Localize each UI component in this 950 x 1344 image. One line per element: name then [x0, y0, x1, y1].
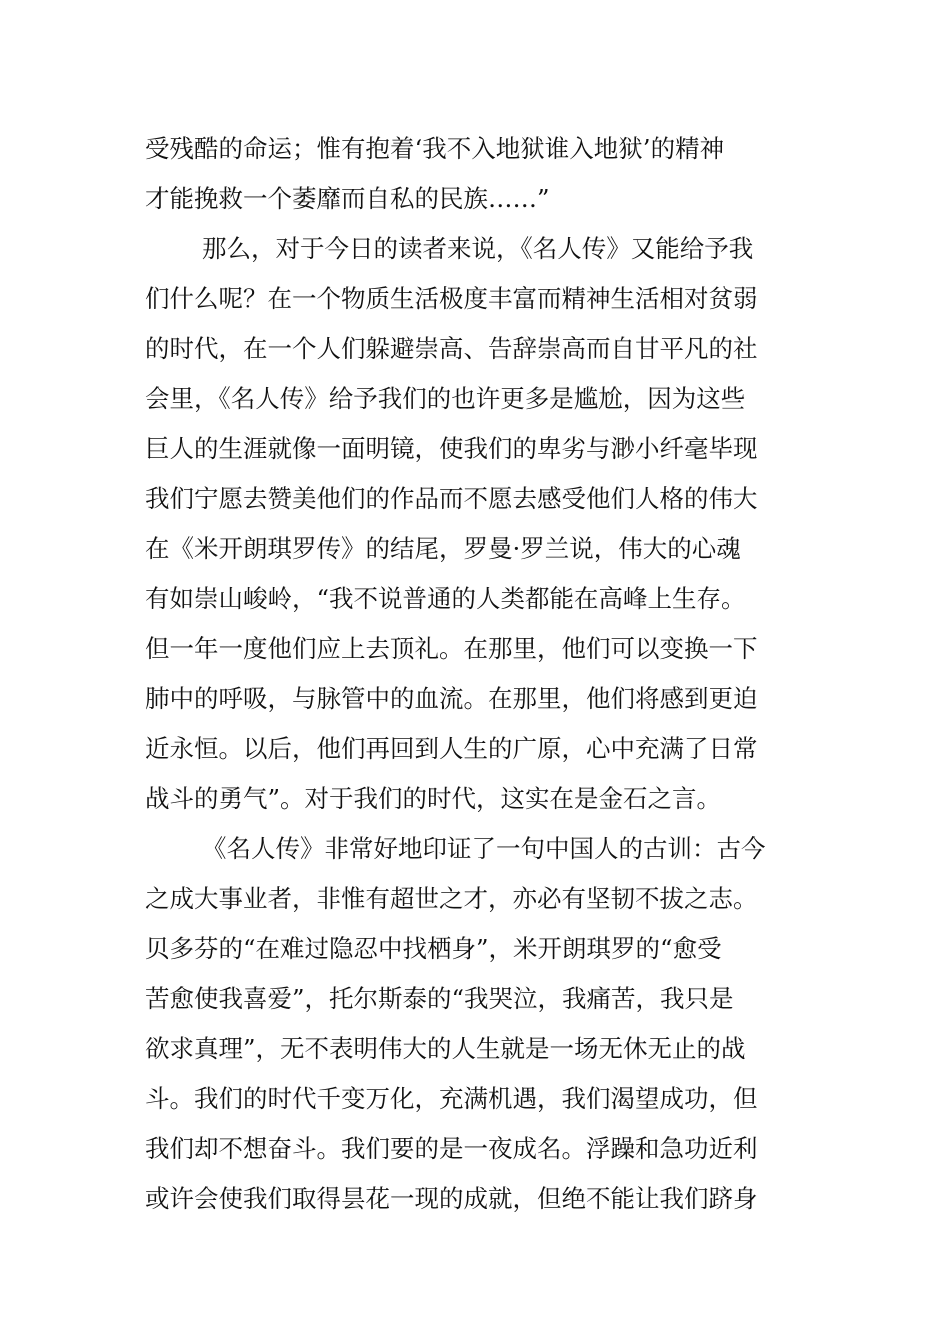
- text-line: 的时代，在一个人们躲避崇高、告辞崇高而自甘平凡的社: [145, 334, 758, 363]
- text-line: 才能挽救一个萎靡而自私的民族……”: [145, 184, 550, 213]
- text-line: 有如崇山峻岭，“我不说普通的人类都能在高峰上生存。: [145, 584, 746, 613]
- text-line: 之成大事业者，非惟有超世之才，亦必有坚韧不拔之志。: [145, 884, 758, 913]
- text-line: 斗。我们的时代千变万化，充满机遇，我们渴望成功，但: [145, 1084, 758, 1113]
- text-line: 但一年一度他们应上去顶礼。在那里，他们可以变换一下: [145, 634, 758, 663]
- text-line: 受残酷的命运；惟有抱着‘我不入地狱谁入地狱’的精神: [145, 134, 725, 163]
- text-line: 我们宁愿去赞美他们的作品而不愿去感受他们人格的伟大: [145, 484, 758, 513]
- text-line: 战斗的勇气”。对于我们的时代，这实在是金石之言。: [145, 784, 722, 813]
- text-line: 《名人传》非常好地印证了一句中国人的古训：古今: [202, 834, 766, 863]
- text-line: 我们却不想奋斗。我们要的是一夜成名。浮躁和急功近利: [145, 1134, 758, 1163]
- text-line: 那么，对于今日的读者来说，《名人传》又能给予我: [202, 234, 754, 263]
- body-text: [145, 124, 815, 1224]
- text-line: 肺中的呼吸，与脉管中的血流。在那里，他们将感到更迫: [145, 684, 758, 713]
- text-line: 们什么呢？在一个物质生活极度丰富而精神生活相对贫弱: [145, 284, 758, 313]
- text-line: 在《米开朗琪罗传》的结尾，罗曼·罗兰说，伟大的心魂: [145, 534, 741, 563]
- text-line: 巨人的生涯就像一面明镜，使我们的卑劣与渺小纤毫毕现: [145, 434, 758, 463]
- text-line: 或许会使我们取得昙花一现的成就，但绝不能让我们跻身: [145, 1184, 758, 1213]
- text-line: 近永恒。以后，他们再回到人生的广原，心中充满了日常: [145, 734, 758, 763]
- text-line: 会里，《名人传》给予我们的也许更多是尴尬，因为这些: [145, 384, 746, 413]
- text-line: 苦愈使我喜爱”，托尔斯泰的“我哭泣，我痛苦，我只是: [145, 984, 734, 1013]
- text-line: 欲求真理”，无不表明伟大的人生就是一场无休无止的战: [145, 1034, 746, 1063]
- text-line: 贝多芬的“在难过隐忍中找栖身”，米开朗琪罗的“愈受: [145, 934, 722, 963]
